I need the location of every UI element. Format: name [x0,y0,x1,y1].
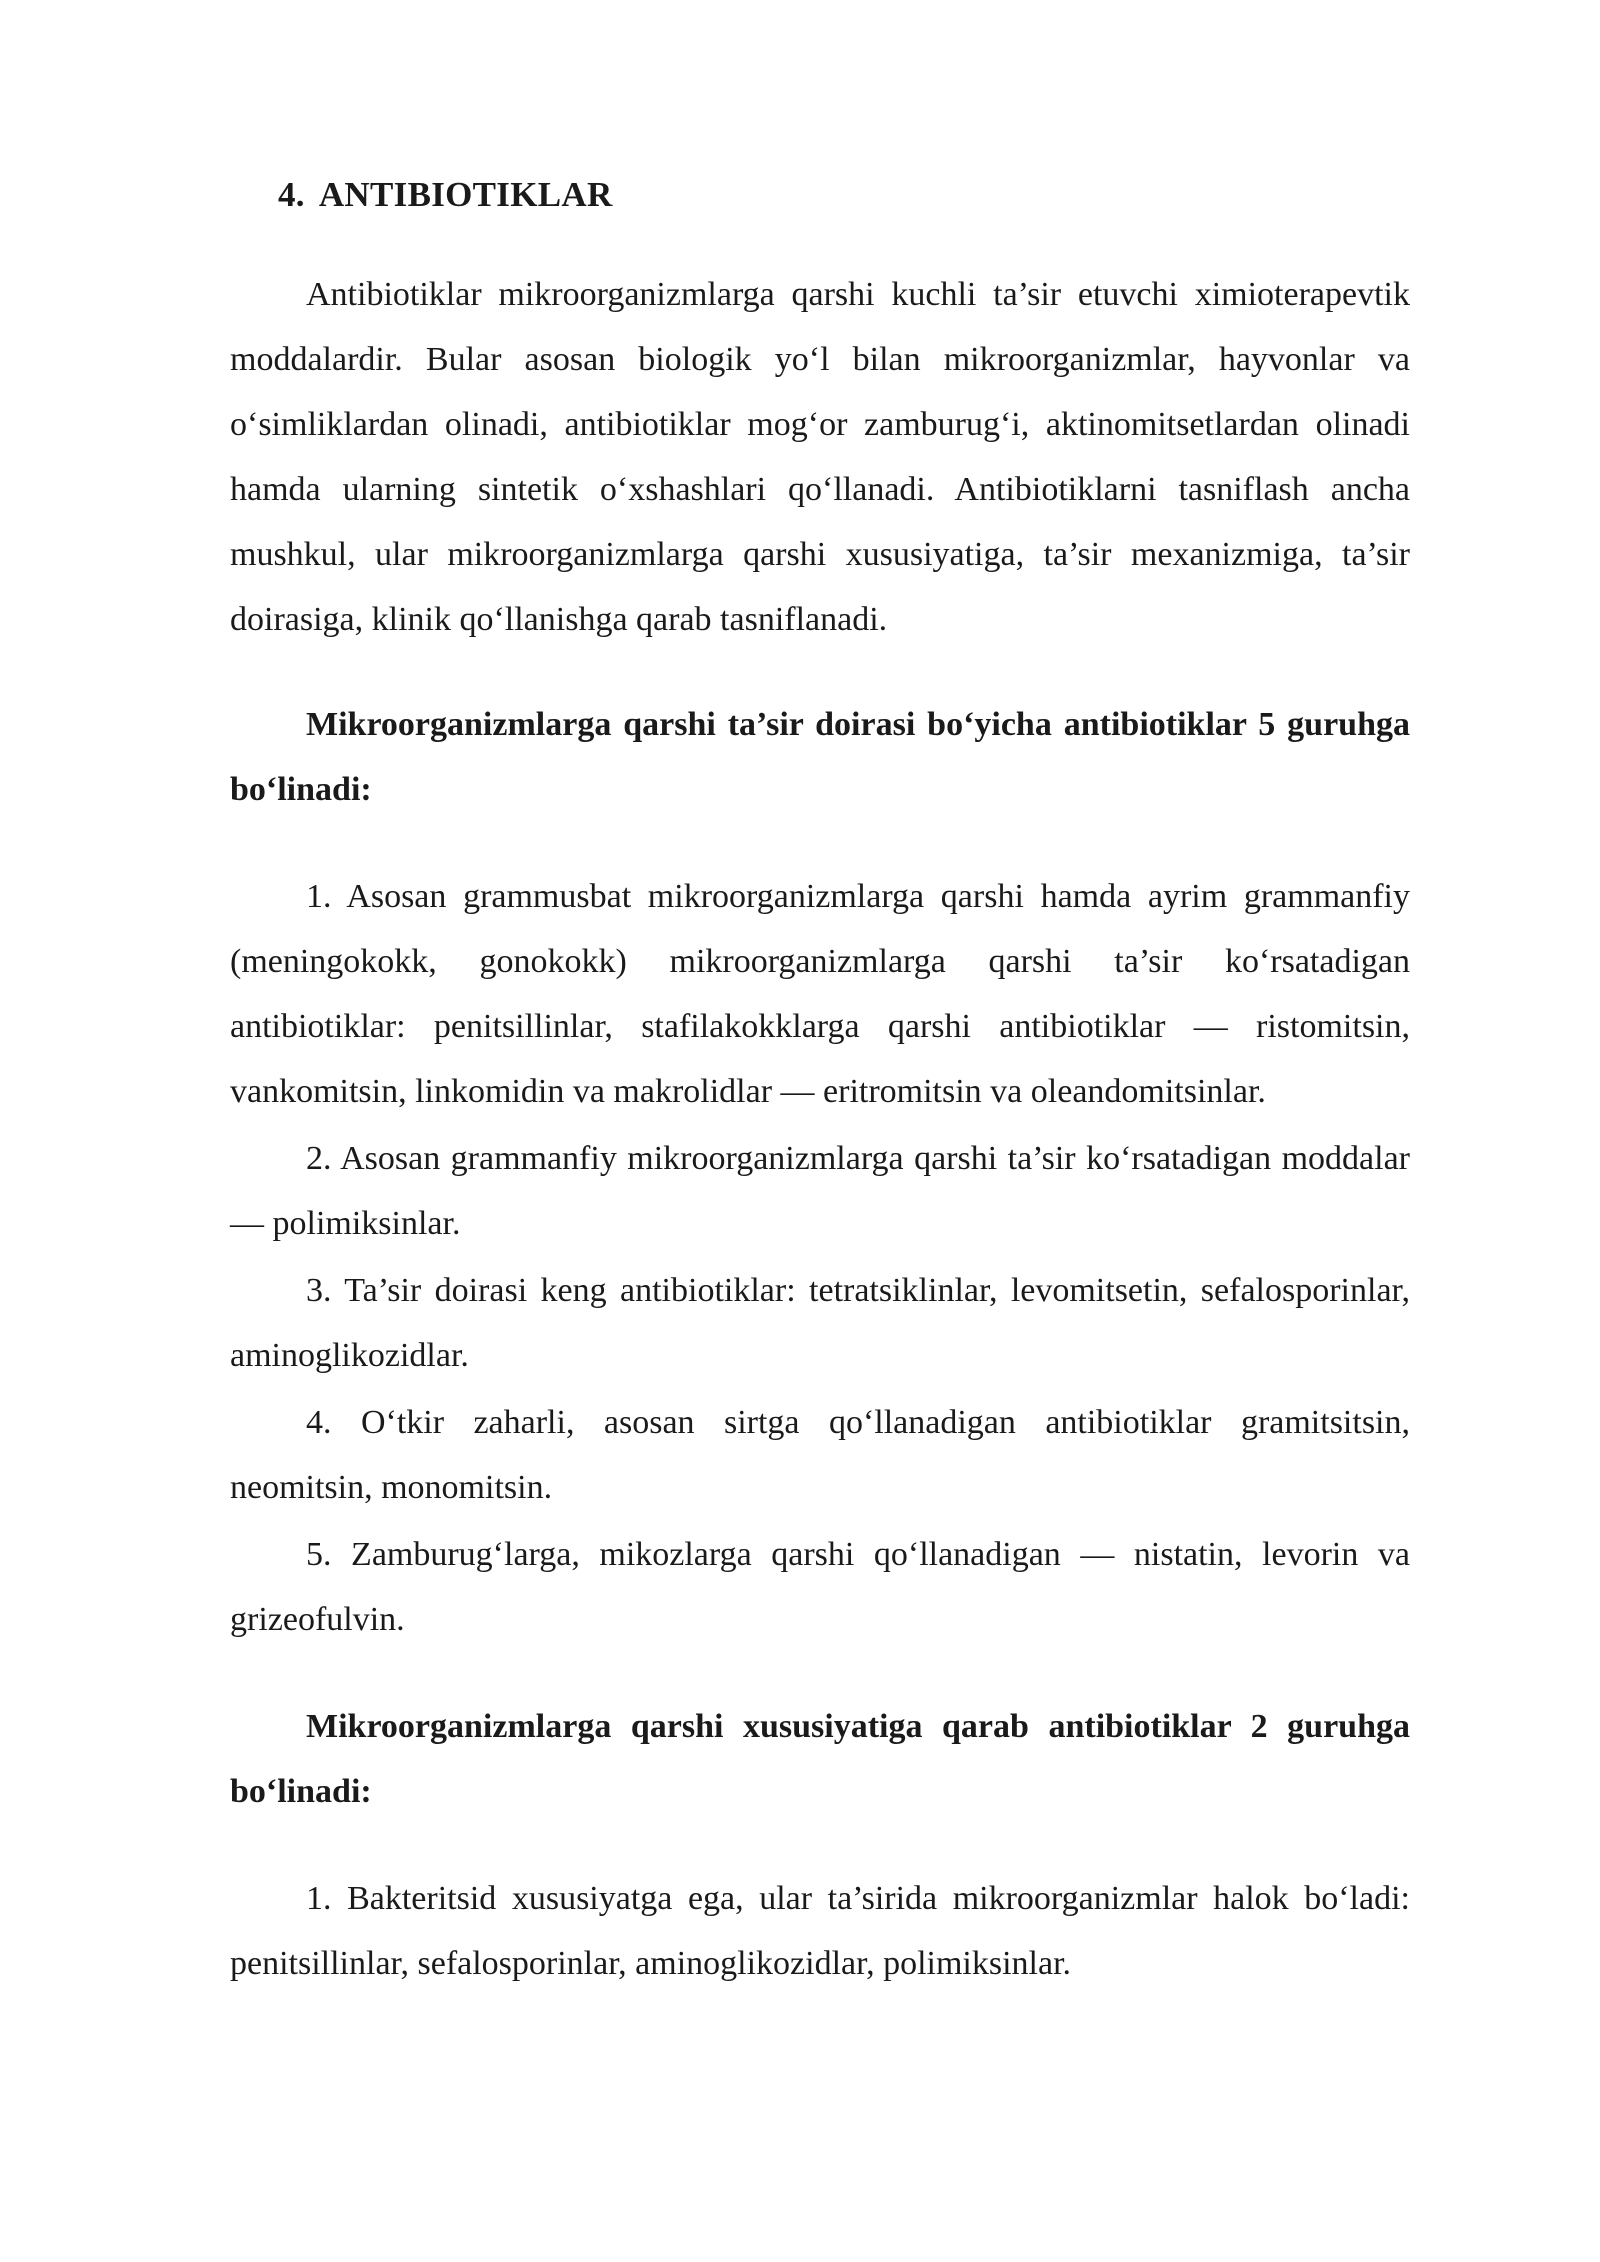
section-heading [278,168,1410,222]
group1-item-3: 3. Ta’sir doirasi keng antibiotiklar: tetratsiklinlar, levomitsetin, sefalosporinlar, aminoglikozidlar. [230,1272,1410,1374]
section-title: ANTIBIOTIKLAR [318,175,613,214]
section-number: 4. [278,175,305,214]
document-page [230,168,1410,1998]
group1-item-2: 2. Asosan grammanfiy mikroorganizmlarga qarshi ta’sir ko‘rsatadigan moddalar — polimiksinlar. [230,1140,1410,1242]
group2-item-1: 1. Bakteritsid xususiyatga ega, ular ta’sirida mikroorganizmlar halok bo‘ladi: penitsillinlar, sefalosporinlar, aminoglikozidlar, polimiksinlar. [230,1880,1410,1982]
group1-item-5: 5. Zamburug‘larga, mikozlarga qarshi qo‘llanadigan — nistatin, levorin va grizeofulvin. [230,1536,1410,1638]
group1-heading: Mikroorganizmlarga qarshi ta’sir doirasi bo‘yicha antibiotiklar 5 guruhga bo‘linadi: [230,706,1410,808]
group2-heading: Mikroorganizmlarga qarshi xususiyatiga qarab antibiotiklar 2 guruhga bo‘linadi: [230,1708,1410,1810]
intro-paragraph: Antibiotiklar mikroorganizmlarga qarshi kuchli ta’sir etuvchi ximioterapevtik moddalardir. Bular asosan biologik yo‘l bilan mikroorganizmlar, hayvonlar va o‘simliklardan olinadi, antibiotiklar mog‘or zamburug‘i, aktinomitsetlardan olinadi hamda ularning sintetik o‘xshashlari qo‘llanadi. Antibiotiklarni tasniflash ancha mushkul, ular mikroorganizmlarga qarshi xususiyatiga, ta’sir mexanizmiga, ta’sir doirasiga, klinik qo‘llanishga qarab tasniflanadi. [230,276,1410,638]
group1-item-4: 4. O‘tkir zaharli, asosan sirtga qo‘llanadigan antibiotiklar gramitsitsin, neomitsin, monomitsin. [230,1404,1410,1506]
group1-item-1: 1. Asosan grammusbat mikroorganizmlarga qarshi hamda ayrim grammanfiy (meningokokk, gonokokk) mikroorganizmlarga qarshi ta’sir ko‘rsatadigan antibiotiklar: penitsillinlar, stafilakokklarga qarshi antibiotiklar — ristomitsin, vankomitsin, linkomidin va makrolidlar — eritromitsin va oleandomitsinlar. [230,878,1410,1110]
